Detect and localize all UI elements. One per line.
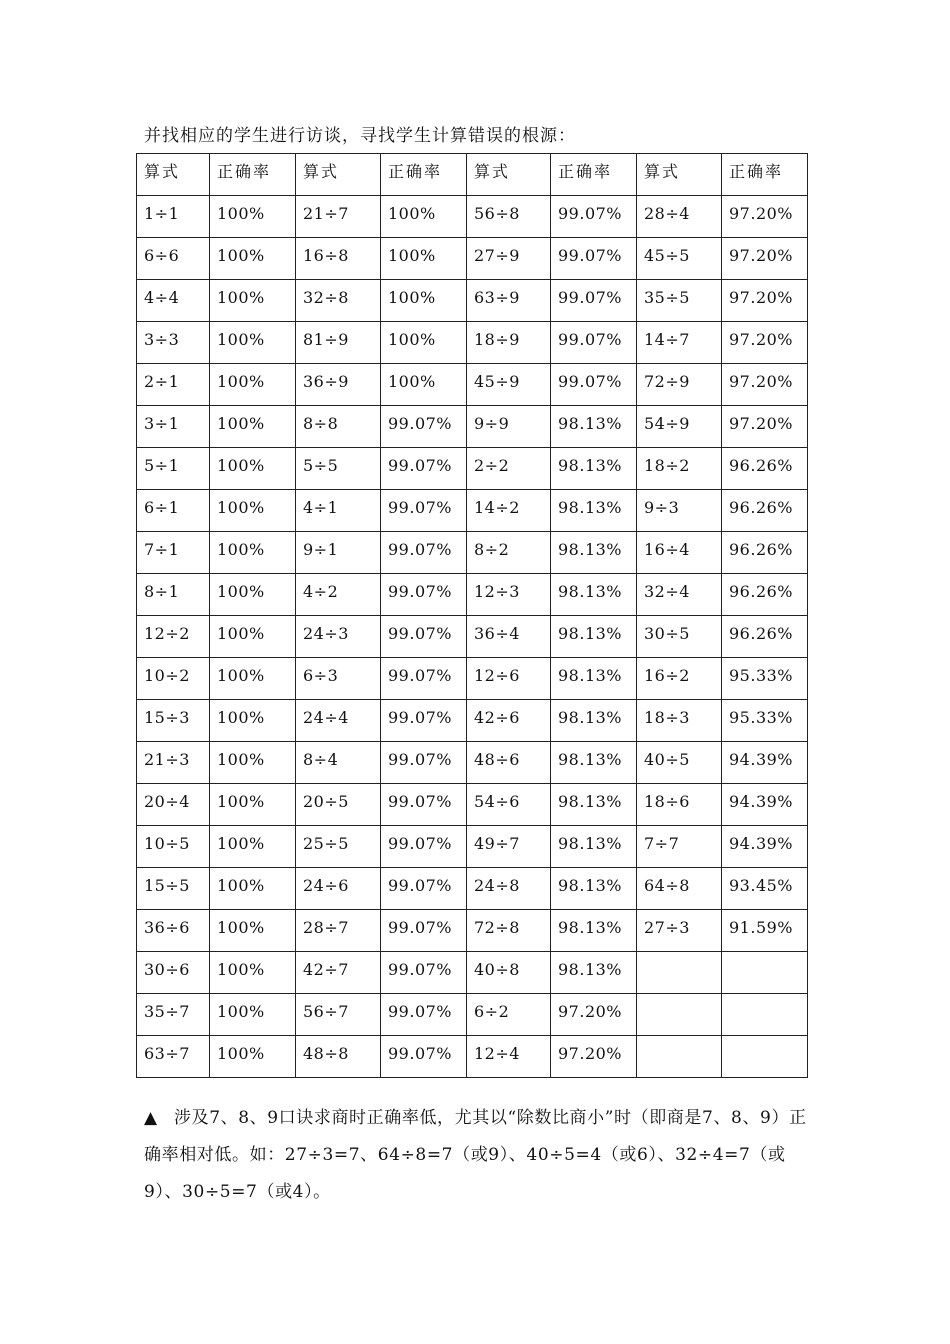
expression-cell: 6÷3 <box>296 658 381 700</box>
header-accuracy: 正确率 <box>722 154 808 196</box>
table-row <box>137 574 808 616</box>
expression-cell: 5÷1 <box>137 448 210 490</box>
expression-cell: 12÷3 <box>467 574 551 616</box>
expression-cell: 45÷9 <box>467 364 551 406</box>
expression-cell: 28÷4 <box>637 196 722 238</box>
expression-cell: 2÷2 <box>467 448 551 490</box>
accuracy-cell: 98.13% <box>551 700 637 742</box>
expression-cell: 8÷4 <box>296 742 381 784</box>
accuracy-cell: 99.07% <box>381 826 467 868</box>
accuracy-cell: 99.07% <box>381 700 467 742</box>
expression-cell: 12÷4 <box>467 1036 551 1078</box>
expression-cell: 8÷2 <box>467 532 551 574</box>
accuracy-cell: 100% <box>210 448 296 490</box>
accuracy-cell: 99.07% <box>381 406 467 448</box>
header-expression: 算式 <box>137 154 210 196</box>
expression-cell: 36÷6 <box>137 910 210 952</box>
expression-cell: 27÷9 <box>467 238 551 280</box>
conclusion-paragraph <box>144 1100 809 1211</box>
accuracy-cell: 98.13% <box>551 826 637 868</box>
accuracy-cell: 100% <box>210 280 296 322</box>
accuracy-cell: 100% <box>210 868 296 910</box>
accuracy-cell: 99.07% <box>381 1036 467 1078</box>
expression-cell: 18÷9 <box>467 322 551 364</box>
expression-cell: 10÷2 <box>137 658 210 700</box>
expression-cell: 7÷1 <box>137 532 210 574</box>
header-accuracy: 正确率 <box>210 154 296 196</box>
expression-cell: 16÷2 <box>637 658 722 700</box>
expression-cell: 24÷4 <box>296 700 381 742</box>
expression-cell: 21÷7 <box>296 196 381 238</box>
accuracy-cell: 99.07% <box>381 952 467 994</box>
expression-cell: 7÷7 <box>637 826 722 868</box>
expression-cell: 1÷1 <box>137 196 210 238</box>
expression-cell <box>637 952 722 994</box>
table-row <box>137 1036 808 1078</box>
accuracy-cell: 97.20% <box>551 994 637 1036</box>
table-row <box>137 406 808 448</box>
expression-cell: 42÷6 <box>467 700 551 742</box>
accuracy-cell: 100% <box>210 322 296 364</box>
table-row <box>137 742 808 784</box>
expression-cell: 18÷2 <box>637 448 722 490</box>
expression-cell: 45÷5 <box>637 238 722 280</box>
header-expression: 算式 <box>296 154 381 196</box>
expression-cell: 9÷1 <box>296 532 381 574</box>
accuracy-cell: 93.45% <box>722 868 808 910</box>
expression-cell: 30÷5 <box>637 616 722 658</box>
accuracy-cell: 97.20% <box>722 322 808 364</box>
accuracy-cell: 94.39% <box>722 742 808 784</box>
expression-cell: 63÷9 <box>467 280 551 322</box>
expression-cell: 15÷5 <box>137 868 210 910</box>
table-row <box>137 490 808 532</box>
accuracy-table <box>136 153 808 1078</box>
expression-cell: 16÷4 <box>637 532 722 574</box>
accuracy-cell: 96.26% <box>722 616 808 658</box>
header-expression: 算式 <box>637 154 722 196</box>
table-row <box>137 448 808 490</box>
expression-cell: 40÷5 <box>637 742 722 784</box>
expression-cell: 72÷8 <box>467 910 551 952</box>
accuracy-cell: 100% <box>381 280 467 322</box>
accuracy-cell: 99.07% <box>551 322 637 364</box>
accuracy-cell <box>722 952 808 994</box>
accuracy-cell: 99.07% <box>551 280 637 322</box>
accuracy-cell: 96.26% <box>722 574 808 616</box>
accuracy-cell: 99.07% <box>381 448 467 490</box>
expression-cell: 28÷7 <box>296 910 381 952</box>
accuracy-cell: 95.33% <box>722 658 808 700</box>
accuracy-cell: 98.13% <box>551 910 637 952</box>
accuracy-cell: 99.07% <box>551 364 637 406</box>
expression-cell: 2÷1 <box>137 364 210 406</box>
table-row <box>137 994 808 1036</box>
accuracy-cell: 99.07% <box>381 910 467 952</box>
expression-cell: 25÷5 <box>296 826 381 868</box>
expression-cell: 48÷8 <box>296 1036 381 1078</box>
accuracy-cell: 100% <box>210 910 296 952</box>
expression-cell: 72÷9 <box>637 364 722 406</box>
accuracy-cell: 98.13% <box>551 406 637 448</box>
accuracy-cell: 96.26% <box>722 490 808 532</box>
table-row <box>137 952 808 994</box>
table-row <box>137 868 808 910</box>
accuracy-cell: 98.13% <box>551 658 637 700</box>
accuracy-cell: 100% <box>210 574 296 616</box>
expression-cell: 9÷9 <box>467 406 551 448</box>
expression-cell: 3÷3 <box>137 322 210 364</box>
accuracy-cell: 98.13% <box>551 742 637 784</box>
expression-cell: 15÷3 <box>137 700 210 742</box>
expression-cell: 10÷5 <box>137 826 210 868</box>
expression-cell: 4÷4 <box>137 280 210 322</box>
accuracy-cell <box>722 994 808 1036</box>
table-row <box>137 322 808 364</box>
expression-cell: 56÷7 <box>296 994 381 1036</box>
table-row <box>137 280 808 322</box>
accuracy-cell: 99.07% <box>551 196 637 238</box>
accuracy-cell: 99.07% <box>381 868 467 910</box>
accuracy-cell: 94.39% <box>722 826 808 868</box>
table-row <box>137 616 808 658</box>
expression-cell: 35÷7 <box>137 994 210 1036</box>
table-header-row <box>137 154 808 196</box>
expression-cell: 8÷8 <box>296 406 381 448</box>
accuracy-cell: 100% <box>210 1036 296 1078</box>
expression-cell: 12÷6 <box>467 658 551 700</box>
accuracy-cell: 97.20% <box>551 1036 637 1078</box>
accuracy-cell: 100% <box>210 616 296 658</box>
table-row <box>137 238 808 280</box>
accuracy-cell: 98.13% <box>551 490 637 532</box>
expression-cell: 21÷3 <box>137 742 210 784</box>
expression-cell: 24÷6 <box>296 868 381 910</box>
expression-cell: 14÷7 <box>637 322 722 364</box>
accuracy-cell: 100% <box>210 784 296 826</box>
accuracy-cell: 98.13% <box>551 574 637 616</box>
accuracy-cell: 97.20% <box>722 196 808 238</box>
accuracy-cell: 100% <box>210 994 296 1036</box>
expression-cell: 27÷3 <box>637 910 722 952</box>
expression-cell: 36÷4 <box>467 616 551 658</box>
triangle-marker-icon: ▲ <box>144 1108 158 1128</box>
accuracy-cell: 99.07% <box>381 532 467 574</box>
accuracy-cell: 100% <box>210 742 296 784</box>
expression-cell: 16÷8 <box>296 238 381 280</box>
table-row <box>137 700 808 742</box>
accuracy-cell: 98.13% <box>551 952 637 994</box>
table-body <box>137 154 808 1078</box>
table-row <box>137 826 808 868</box>
expression-cell: 63÷7 <box>137 1036 210 1078</box>
expression-cell: 14÷2 <box>467 490 551 532</box>
accuracy-cell: 100% <box>210 826 296 868</box>
accuracy-cell: 95.33% <box>722 700 808 742</box>
expression-cell: 81÷9 <box>296 322 381 364</box>
header-accuracy: 正确率 <box>551 154 637 196</box>
accuracy-cell: 96.26% <box>722 448 808 490</box>
accuracy-cell: 91.59% <box>722 910 808 952</box>
expression-cell: 49÷7 <box>467 826 551 868</box>
table-row <box>137 364 808 406</box>
expression-cell: 4÷2 <box>296 574 381 616</box>
expression-cell: 40÷8 <box>467 952 551 994</box>
accuracy-cell: 97.20% <box>722 406 808 448</box>
expression-cell: 18÷6 <box>637 784 722 826</box>
accuracy-cell: 97.20% <box>722 238 808 280</box>
accuracy-cell: 98.13% <box>551 868 637 910</box>
accuracy-cell: 100% <box>210 406 296 448</box>
expression-cell: 4÷1 <box>296 490 381 532</box>
accuracy-cell: 94.39% <box>722 784 808 826</box>
accuracy-cell: 98.13% <box>551 532 637 574</box>
expression-cell: 24÷3 <box>296 616 381 658</box>
accuracy-cell: 100% <box>210 490 296 532</box>
accuracy-cell: 100% <box>381 238 467 280</box>
accuracy-cell: 99.07% <box>381 784 467 826</box>
expression-cell: 64÷8 <box>637 868 722 910</box>
accuracy-cell: 99.07% <box>381 742 467 784</box>
accuracy-cell: 100% <box>210 532 296 574</box>
accuracy-cell: 98.13% <box>551 448 637 490</box>
accuracy-cell: 98.13% <box>551 616 637 658</box>
expression-cell: 56÷8 <box>467 196 551 238</box>
accuracy-cell: 100% <box>381 196 467 238</box>
accuracy-cell: 99.07% <box>381 574 467 616</box>
expression-cell: 5÷5 <box>296 448 381 490</box>
accuracy-cell: 99.07% <box>551 238 637 280</box>
accuracy-cell <box>722 1036 808 1078</box>
accuracy-cell: 99.07% <box>381 658 467 700</box>
accuracy-cell: 100% <box>210 238 296 280</box>
expression-cell: 12÷2 <box>137 616 210 658</box>
header-accuracy: 正确率 <box>381 154 467 196</box>
expression-cell: 6÷6 <box>137 238 210 280</box>
table-row <box>137 910 808 952</box>
expression-cell: 35÷5 <box>637 280 722 322</box>
accuracy-cell: 97.20% <box>722 364 808 406</box>
accuracy-cell: 100% <box>210 658 296 700</box>
expression-cell: 8÷1 <box>137 574 210 616</box>
accuracy-cell: 100% <box>210 364 296 406</box>
accuracy-cell: 100% <box>210 700 296 742</box>
accuracy-cell: 98.13% <box>551 784 637 826</box>
expression-cell: 32÷8 <box>296 280 381 322</box>
expression-cell: 18÷3 <box>637 700 722 742</box>
table-row <box>137 532 808 574</box>
expression-cell: 32÷4 <box>637 574 722 616</box>
table-row <box>137 658 808 700</box>
header-expression: 算式 <box>467 154 551 196</box>
expression-cell: 20÷4 <box>137 784 210 826</box>
expression-cell: 48÷6 <box>467 742 551 784</box>
expression-cell: 54÷6 <box>467 784 551 826</box>
expression-cell: 54÷9 <box>637 406 722 448</box>
accuracy-cell: 100% <box>381 322 467 364</box>
expression-cell: 6÷2 <box>467 994 551 1036</box>
expression-cell: 6÷1 <box>137 490 210 532</box>
expression-cell: 42÷7 <box>296 952 381 994</box>
expression-cell: 30÷6 <box>137 952 210 994</box>
expression-cell: 20÷5 <box>296 784 381 826</box>
expression-cell: 9÷3 <box>637 490 722 532</box>
accuracy-cell: 99.07% <box>381 490 467 532</box>
table-row <box>137 196 808 238</box>
expression-cell: 24÷8 <box>467 868 551 910</box>
accuracy-cell: 99.07% <box>381 616 467 658</box>
expression-cell: 36÷9 <box>296 364 381 406</box>
table-row <box>137 784 808 826</box>
intro-text: 并找相应的学生进行访谈，寻找学生计算错误的根源： <box>144 126 576 146</box>
accuracy-cell: 100% <box>381 364 467 406</box>
accuracy-cell: 96.26% <box>722 532 808 574</box>
accuracy-cell: 100% <box>210 196 296 238</box>
expression-cell: 3÷1 <box>137 406 210 448</box>
expression-cell <box>637 1036 722 1078</box>
accuracy-cell: 100% <box>210 952 296 994</box>
accuracy-cell: 97.20% <box>722 280 808 322</box>
expression-cell <box>637 994 722 1036</box>
accuracy-cell: 99.07% <box>381 994 467 1036</box>
conclusion-text: 涉及7、8、9口诀求商时正确率低，尤其以“除数比商小”时（即商是7、8、9）正确率相对低。如：27÷3=7、64÷8=7（或9）、40÷5=4（或6）、32÷4=7（或9）、30÷5=7（或4）。 <box>144 1108 807 1202</box>
